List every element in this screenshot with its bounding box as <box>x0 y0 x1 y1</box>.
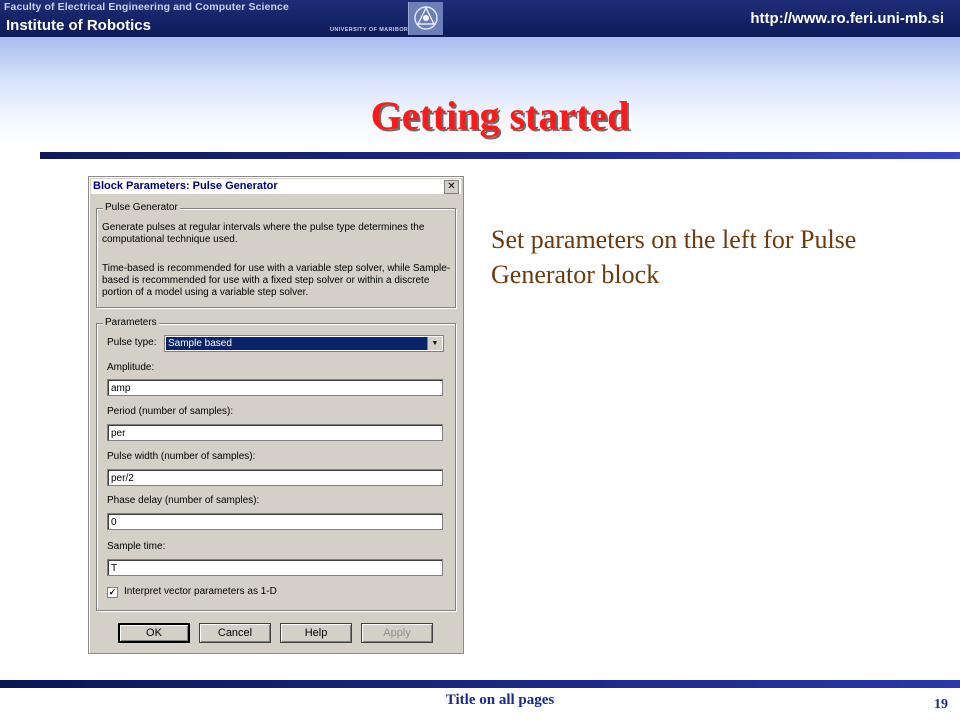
chevron-down-icon[interactable]: ▼ <box>427 337 442 350</box>
period-label: Period (number of samples): <box>107 406 234 417</box>
group-label-pulse-generator: Pulse Generator <box>105 202 178 213</box>
period-input[interactable]: per <box>107 424 443 441</box>
dialog-title: Block Parameters: Pulse Generator <box>93 180 278 192</box>
apply-button[interactable]: Apply <box>361 623 433 643</box>
faculty-name: Faculty of Electrical Engineering and Computer Science <box>4 1 289 13</box>
close-icon[interactable]: ✕ <box>444 180 459 194</box>
group-label-parameters: Parameters <box>105 317 157 328</box>
description-text-2: Time-based is recommended for use with a variable step solver, while Sample-based is recommended for use with a fixed step solver or within a discrete portion of a model using a variable step solver. <box>102 263 451 298</box>
phase-delay-label: Phase delay (number of samples): <box>107 495 260 506</box>
amplitude-label: Amplitude: <box>107 362 155 373</box>
interpret-vector-label: Interpret vector parameters as 1-D <box>124 586 277 597</box>
interpret-vector-checkbox[interactable]: ✓ <box>108 587 117 597</box>
pulse-type-value: Sample based <box>166 337 427 350</box>
dialog-titlebar[interactable] <box>91 179 461 194</box>
institute-url[interactable]: http://www.ro.feri.uni-mb.si <box>750 10 944 27</box>
page-number: 19 <box>934 697 948 712</box>
footer-title: Title on all pages <box>445 692 555 708</box>
footer-divider <box>0 680 960 688</box>
title-divider <box>40 152 960 159</box>
slide-title: Getting started <box>370 93 630 138</box>
ok-button[interactable]: OK <box>118 623 190 643</box>
description-text-1: Generate pulses at regular intervals where the pulse type determines the computational technique used. <box>102 222 425 245</box>
university-name: UNIVERSITY OF MARIBOR <box>330 27 409 33</box>
institute-name: Institute of Robotics <box>6 17 151 34</box>
pulse-type-select[interactable] <box>164 335 444 352</box>
header-banner <box>0 0 960 37</box>
university-logo-icon <box>408 2 443 35</box>
sample-time-input[interactable]: T <box>107 559 443 576</box>
slide-body-text: Set parameters on the left for Pulse Generator block <box>491 225 857 289</box>
pulse-type-label: Pulse type: <box>107 337 157 348</box>
amplitude-input[interactable]: amp <box>107 379 443 396</box>
sample-time-label: Sample time: <box>107 541 166 552</box>
phase-delay-input[interactable]: 0 <box>107 513 443 530</box>
pulse-width-label: Pulse width (number of samples): <box>107 451 256 462</box>
help-button[interactable]: Help <box>280 623 352 643</box>
block-parameters-dialog <box>88 176 464 654</box>
pulse-width-input[interactable]: per/2 <box>107 469 443 486</box>
cancel-button[interactable]: Cancel <box>199 623 271 643</box>
